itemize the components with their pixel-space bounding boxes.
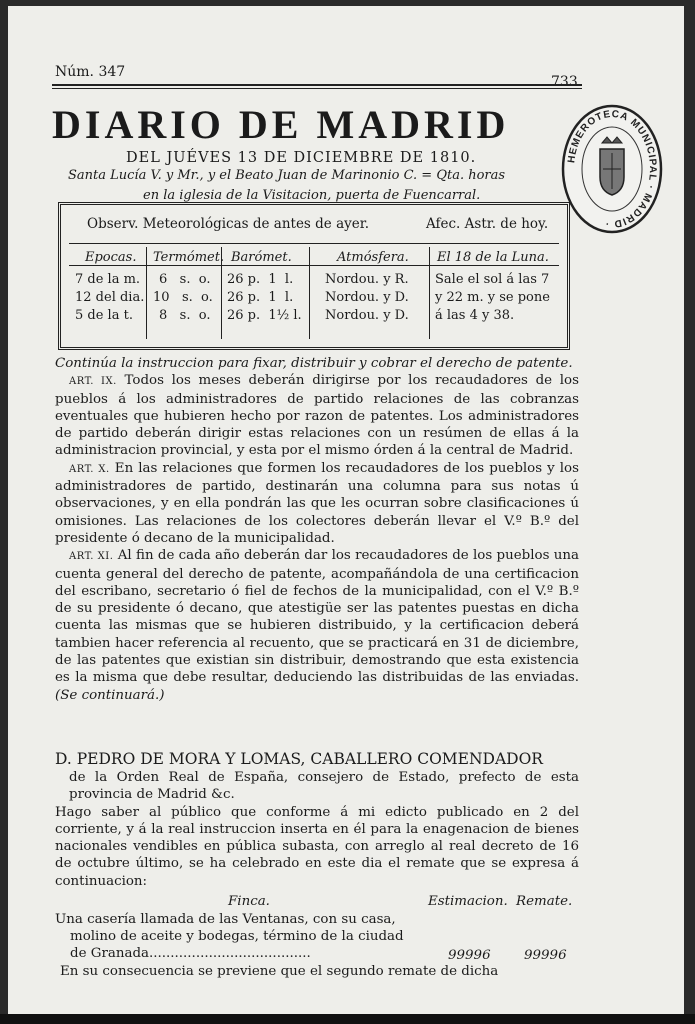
date-line: DEL JUÉVES 13 DE DICIEMBRE DE 1810.: [126, 150, 477, 166]
stamp-text: HEMEROTECA MUNICIPAL · MADRID ·: [566, 108, 659, 230]
article-text: Todos los meses deberán dirigirse por los recaudadores de los pueblos á los administradores de partido relaciones de las cobranzas eventuales que hubieren hecho por razon de patentes. Los administradores de partido deberán dirigir estas relaciones con un resúmen de ellas á la administracion provincial, y esta por el mismo órden á la central de Madrid.: [55, 373, 579, 459]
item-line-1: Una casería llamada de las Ventanas, con su casa,: [55, 912, 396, 927]
column-finca: Finca.: [228, 894, 270, 909]
astro-line: Sale el sol á las 7: [435, 272, 550, 287]
astro-line: y 22 m. y se pone: [435, 290, 550, 305]
masthead-title: DIARIO DE MADRID: [52, 102, 510, 147]
column-header-luna: El 18 de la Luna.: [437, 250, 549, 265]
column-divider: [146, 247, 147, 339]
decree-para-1: de la Orden Real de España, consejero de Estado, prefecto de esta provincia de Madrid &c.: [69, 770, 579, 803]
decree-heading: D. PEDRO DE MORA Y LOMAS, CABALLERO COMENDADOR: [55, 750, 543, 768]
article-ix: [55, 372, 579, 459]
article-text: Al fin de cada año deberán dar los recaudadores de los pueblos una cuenta general del derecho de patente, acompañándola de una certificacion del escribano, secretario ó fiel de fechos de la municipalidad, con el V.º B.º de su presidente ó decano, que atestigüe ser las patentes puestas en dicha cuenta las mismas que se hubieren distribuido, y la certificacion deberá tambien hacer referencia al recuento, que se practicará en 31 de diciembre, de las patentes que existian sin distribuir, demostrando que esta existencia es la misma que debe resultar, deduciendo las distribuidas de las enviadas.: [55, 548, 579, 686]
scan-edge: [0, 1014, 695, 1024]
decree-body: [55, 769, 579, 890]
row-atmosfera: Nordou. y R.: [325, 272, 409, 287]
astro-title: Afec. Astr. de hoy.: [426, 216, 549, 232]
issue-number: Núm. 347: [55, 64, 126, 80]
newspaper-page: [8, 6, 684, 1014]
item-line-3: de Granada......................................: [70, 946, 311, 961]
row-epoca: 12 del dia.: [75, 290, 145, 305]
remate-value: 99996: [524, 948, 567, 963]
header-rule-top: [52, 84, 582, 86]
estimacion-value: 99996: [448, 948, 491, 963]
column-header-epocas: Epocas.: [85, 250, 137, 265]
article-label: ART. IX.: [69, 376, 117, 388]
saints-line-1: Santa Lucía V. y Mr., y el Beato Juan de Marinonio C. = Qta. horas: [68, 168, 506, 183]
column-divider: [429, 247, 430, 339]
header-rule-bottom: [52, 88, 582, 89]
astro-line: á las 4 y 38.: [435, 308, 515, 323]
row-atmosfera: Nordou. y D.: [325, 290, 409, 305]
article-label: ART. X.: [69, 463, 110, 475]
observations-title: Observ. Meteorológicas de antes de ayer.: [87, 216, 370, 232]
decree-para-2: Hago saber al público que conforme á mi edicto publicado en 2 del corriente, y á la real instruccion inserta en él para la enagenacion de bienes nacionales vendibles en pública subasta, con arreglo al real decreto de 16 de octubre último, se ha celebrado en este dia el remate que se expresa á continuacion:: [55, 804, 579, 889]
last-line: En su consecuencia se previene que el segundo remate de dicha: [60, 964, 499, 979]
row-termometro: 10 s. o.: [153, 290, 213, 305]
row-atmosfera: Nordou. y D.: [325, 308, 409, 323]
article-x: [55, 460, 579, 547]
article-text: En las relaciones que formen los recaudadores de los pueblos y los administradores de partido, destinarán una columna para sus notas ú observaciones, y en ella pondrán las que les ocurran sobre clasificaciones ú omisiones. Las relaciones de los colectores deberán llevar el V.º B.º del presidente ó decano de la municipalidad.: [55, 460, 579, 546]
column-divider: [309, 247, 310, 339]
saints-line-2: en la iglesia de la Visitacion, puerta de Fuencarral.: [143, 188, 481, 203]
article-xi: [55, 547, 579, 704]
meteorological-table: [58, 202, 570, 350]
column-header-termometro: Termómet.: [153, 250, 225, 265]
row-epoca: 7 de la m.: [75, 272, 141, 287]
article-lead: Continúa la instruccion para fixar, distribuir y cobrar el derecho de patente.: [55, 356, 573, 371]
row-termometro: 8 s. o.: [159, 308, 211, 323]
column-header-atmosfera: Atmósfera.: [337, 250, 409, 265]
row-epoca: 5 de la t.: [75, 308, 133, 323]
library-stamp-icon: [560, 103, 664, 235]
row-barometro: 26 p. 1 l.: [227, 290, 294, 305]
row-barometro: 26 p. 1½ l.: [227, 308, 302, 323]
item-line-2: molino de aceite y bodegas, término de la ciudad: [70, 929, 404, 944]
row-barometro: 26 p. 1 l.: [227, 272, 294, 287]
column-remate: Remate.: [516, 894, 573, 909]
column-estimacion: Estimacion.: [428, 894, 508, 909]
column-header-barometro: Barómet.: [231, 250, 292, 265]
table-rule: [69, 265, 559, 266]
table-rule: [69, 243, 559, 244]
page-number: 733: [551, 74, 578, 90]
article-label: ART. XI.: [69, 551, 114, 563]
continued-note: (Se continuará.): [55, 687, 165, 703]
article-body: [55, 355, 579, 704]
row-termometro: 6 s. o.: [159, 272, 211, 287]
